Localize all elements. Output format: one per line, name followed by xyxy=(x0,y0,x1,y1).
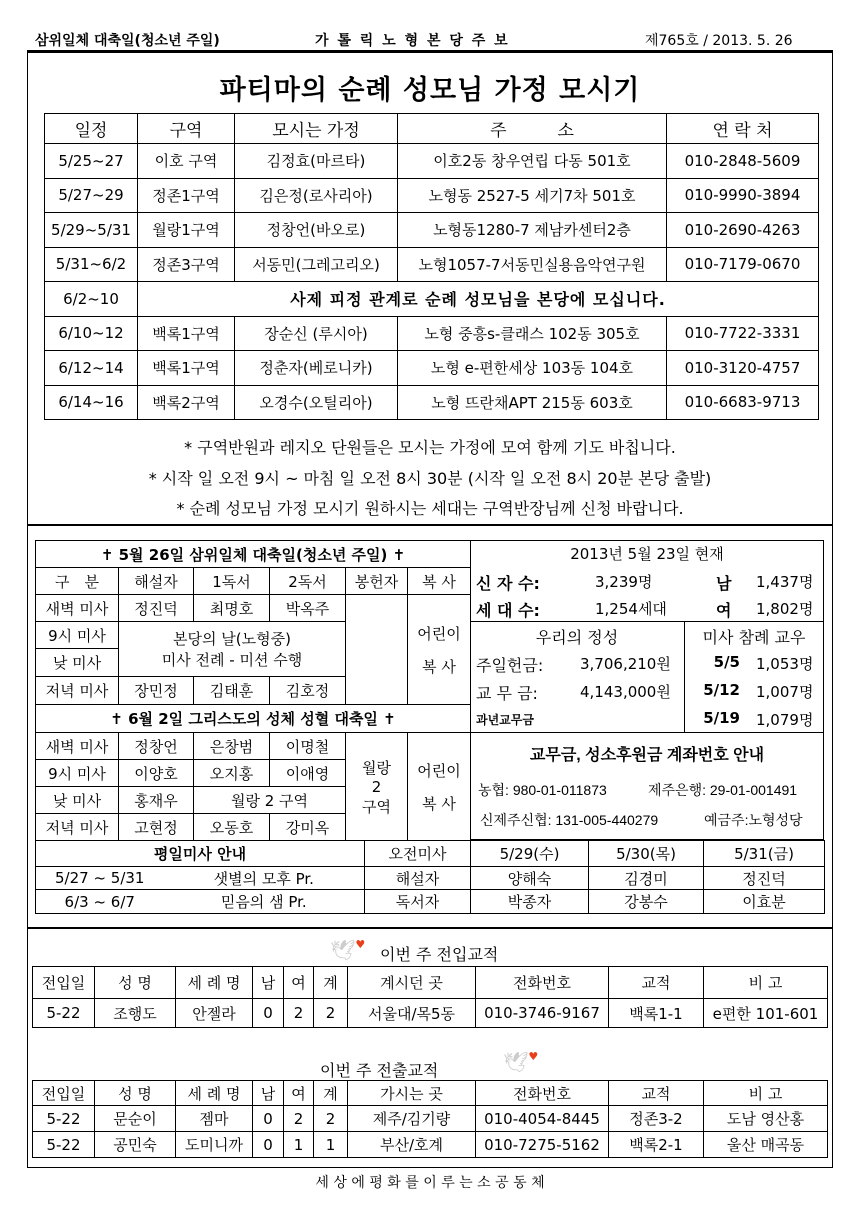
cell: 김정효(마르타) xyxy=(235,144,398,179)
attend-date: 5/12 xyxy=(703,681,740,699)
pilgrimage-title: 파티마의 순례 성모님 가정 모시기 xyxy=(219,75,641,106)
cell: 0 xyxy=(253,1106,284,1132)
offerer-cell xyxy=(346,733,408,841)
cell: 1 xyxy=(284,1132,314,1158)
cell: 이호 구역 xyxy=(138,144,235,179)
value: 3,706,210원 xyxy=(580,655,671,673)
col-header: 5/31(금) xyxy=(704,841,825,867)
cell: 6/10~12 xyxy=(45,316,138,351)
cell: 5-22 xyxy=(33,1132,95,1158)
mass-time: 저녁 미사 xyxy=(36,814,119,841)
label: 세 대 수: xyxy=(476,601,540,620)
cell: 공민숙 xyxy=(95,1132,176,1158)
cell: e편한 101-601 xyxy=(704,999,828,1028)
cell: 5/27~29 xyxy=(45,178,138,213)
note: * 순례 성모님 가정 모시기 원하시는 세대는 구역반장님께 신청 바랍니다. xyxy=(176,499,684,518)
cell: 복 사 xyxy=(422,794,456,813)
header-issue: 제765호 / 2013. 5. 26 xyxy=(645,33,793,49)
cell: 노형 e-편한세상 103동 104호 xyxy=(398,351,667,386)
cell: 제주/김기량 xyxy=(348,1106,476,1132)
mass-time: 9시 미사 xyxy=(36,622,119,649)
col-header: 전입일 xyxy=(33,1081,95,1106)
cell: 박종자 xyxy=(471,890,589,914)
cell: 이애영 xyxy=(270,760,346,787)
header-bulletin-name: 가 톨 릭 노 형 본 당 주 보 xyxy=(315,33,510,49)
cell: 홍재우 xyxy=(119,787,194,814)
mass-title-jun2: ✝ 6월 2일 그리스도의 성체 성혈 대축일 ✝ xyxy=(36,705,471,733)
value: 1,437명 xyxy=(756,573,814,591)
cell: 월랑1구역 xyxy=(138,213,235,248)
col-header: 2독서 xyxy=(270,568,346,595)
table-row xyxy=(45,282,819,317)
cell: 본당의 날(노형중) xyxy=(173,630,291,648)
attend-date: 5/5 xyxy=(713,653,740,671)
cell: 5/27 ~ 5/31 xyxy=(36,867,164,890)
cell: 010-2690-4263 xyxy=(667,213,819,248)
col-header: 오전미사 xyxy=(365,841,471,867)
cell: 정창언(바오로) xyxy=(235,213,398,248)
cell: 구역 xyxy=(362,797,391,816)
cell: 5/29~5/31 xyxy=(45,213,138,248)
table-row xyxy=(33,1106,828,1132)
col-header: 봉헌자 xyxy=(346,568,408,595)
cell: 오지홍 xyxy=(194,760,270,787)
stats-date: 2013년 5월 23일 현재 xyxy=(570,545,724,563)
transfer-in-title: 이번 주 전입교적 xyxy=(380,945,499,964)
cell: 서울대/목5동 xyxy=(348,999,476,1028)
cell: 장순신 (루시아) xyxy=(235,316,398,351)
cell: 복 사 xyxy=(422,657,456,676)
cell: 5/31~6/2 xyxy=(45,247,138,282)
offering-title: 우리의 정성 xyxy=(535,628,619,647)
cell: 이명철 xyxy=(270,733,346,760)
cell: 도미니까 xyxy=(176,1132,253,1158)
cell: 오동호 xyxy=(194,814,270,841)
cell: 6/14~16 xyxy=(45,385,138,420)
label: 여 xyxy=(716,601,732,620)
cell: 2 xyxy=(314,1106,348,1132)
note: * 구역반원과 레지오 단원들은 모시는 가정에 모여 함께 기도 바칩니다. xyxy=(184,438,676,457)
col-header: 구 분 xyxy=(36,568,119,595)
label: 신 자 수: xyxy=(476,574,540,593)
cell: 010-9990-3894 xyxy=(667,178,819,213)
cell: 백록1구역 xyxy=(138,351,235,386)
cell: 노형 뜨란채APT 215동 603호 xyxy=(398,385,667,420)
cell: 강미옥 xyxy=(270,814,346,841)
attend-count: 1,053명 xyxy=(756,655,814,673)
cell: 양해숙 xyxy=(471,867,589,890)
col-header: 교적 xyxy=(609,967,704,999)
value: 1,254세대 xyxy=(595,600,667,618)
cell: 정춘자(베로니카) xyxy=(235,351,398,386)
col-header: 주 소 xyxy=(398,114,667,144)
cell: 은창범 xyxy=(194,733,270,760)
col-header: 전입일 xyxy=(33,967,95,999)
attend-date: 5/19 xyxy=(703,709,740,727)
table-row xyxy=(45,178,819,213)
cell: 도남 영산홍 xyxy=(704,1106,828,1132)
account-holder: 예금주:노형성당 xyxy=(704,812,803,828)
col-header: 여 xyxy=(284,1081,314,1106)
cell: 정존3-2 xyxy=(609,1106,704,1132)
account-number: 농협: 980-01-011873 xyxy=(478,782,607,798)
cell: 노형1057-7서동민실용음악연구원 xyxy=(398,247,667,282)
value: 1,802명 xyxy=(756,600,814,618)
cell: 어린이 xyxy=(417,761,461,780)
cell: 사제 피정 관계로 순례 성모님을 본당에 모십니다. xyxy=(138,282,819,317)
cell: 안젤라 xyxy=(176,999,253,1028)
cell: 정진덕 xyxy=(119,595,194,622)
account-title: 교무금, 성소후원금 계좌번호 안내 xyxy=(529,747,765,764)
pilgrimage-table xyxy=(44,113,819,420)
label: 남 xyxy=(716,574,732,593)
cell: 정창언 xyxy=(119,733,194,760)
dove-icon: 🕊♥ xyxy=(503,1050,539,1074)
value: 3,239명 xyxy=(595,573,653,591)
cell: 김호정 xyxy=(270,677,346,705)
col-header: 계 xyxy=(314,967,348,999)
cell: 0 xyxy=(253,1132,284,1158)
cell: 문순이 xyxy=(95,1106,176,1132)
col-header: 가시는 곳 xyxy=(348,1081,476,1106)
header-row xyxy=(45,114,819,144)
cell: 젬마 xyxy=(176,1106,253,1132)
col-header: 구역 xyxy=(138,114,235,144)
value: 4,143,000원 xyxy=(580,683,671,701)
cell: 010-3120-4757 xyxy=(667,351,819,386)
cell: 010-6683-9713 xyxy=(667,385,819,420)
col-header: 전화번호 xyxy=(476,967,609,999)
transfer-out-title: 이번 주 전출교적 xyxy=(320,1061,439,1080)
cell: 정진덕 xyxy=(704,867,825,890)
cell: 1 xyxy=(314,1132,348,1158)
col-header: 계시던 곳 xyxy=(348,967,476,999)
cell: 노형동1280-7 제남카센터2층 xyxy=(398,213,667,248)
mass-time: 저녁 미사 xyxy=(36,677,119,705)
cell: 5-22 xyxy=(33,999,95,1028)
cell: 어린이 xyxy=(417,624,461,643)
col-header: 세 례 명 xyxy=(176,1081,253,1106)
cell: 이호2동 창우연립 다동 501호 xyxy=(398,144,667,179)
mass-title-may26: ✝ 5월 26일 삼위일체 대축일(청소년 주일) ✝ xyxy=(36,541,471,568)
cell: 010-2848-5609 xyxy=(667,144,819,179)
label: 과년교무금 xyxy=(476,713,534,727)
attend-count: 1,007명 xyxy=(756,683,814,701)
cell: 노형동 2527-5 세기7차 501호 xyxy=(398,178,667,213)
cell: 010-4054-8445 xyxy=(476,1106,609,1132)
mass-time: 9시 미사 xyxy=(36,760,119,787)
col-header: 일정 xyxy=(45,114,138,144)
col-header: 세 례 명 xyxy=(176,967,253,999)
attend-count: 1,079명 xyxy=(756,711,814,729)
cell: 김은정(로사리아) xyxy=(235,178,398,213)
cell: 010-7179-0670 xyxy=(667,247,819,282)
col-header: 해설자 xyxy=(119,568,194,595)
col-header: 여 xyxy=(284,967,314,999)
cell: 정존1구역 xyxy=(138,178,235,213)
cell: 고현정 xyxy=(119,814,194,841)
table-row xyxy=(45,351,819,386)
cell: 이양호 xyxy=(119,760,194,787)
account-number: 제주은행: 29-01-001491 xyxy=(648,782,798,798)
cell: 김태훈 xyxy=(194,677,270,705)
table-row xyxy=(45,144,819,179)
special-cell xyxy=(119,622,346,677)
note: * 시작 일 오전 9시 ~ 마침 일 오전 8시 30분 (시작 일 오전 8시 20분 본당 출발) xyxy=(148,469,712,488)
cell: 010-3746-9167 xyxy=(476,999,609,1028)
cell: 010-7722-3331 xyxy=(667,316,819,351)
cell: 백록1구역 xyxy=(138,316,235,351)
label: 주일헌금: xyxy=(476,656,544,675)
header-feast: 삼위일체 대축일(청소년 주일) xyxy=(35,33,220,49)
mass-time: 새벽 미사 xyxy=(36,595,119,622)
transfer-in-table xyxy=(32,966,828,1028)
cell: 김경미 xyxy=(589,867,704,890)
cell: 월랑 xyxy=(362,758,391,777)
col-header: 남 xyxy=(253,1081,284,1106)
col-header: 5/30(목) xyxy=(589,841,704,867)
cell: 정존3구역 xyxy=(138,247,235,282)
col-header: 전화번호 xyxy=(476,1081,609,1106)
mass-roster-table xyxy=(35,540,471,841)
cell: 0 xyxy=(253,999,284,1028)
cell: 010-7275-5162 xyxy=(476,1132,609,1158)
cell: 강봉수 xyxy=(589,890,704,914)
cell: 샛별의 모후 Pr. xyxy=(164,867,365,890)
table-row xyxy=(45,247,819,282)
mass-time: 새벽 미사 xyxy=(36,733,119,760)
cell: 월랑 2 구역 xyxy=(194,787,346,814)
cell: 5-22 xyxy=(33,1106,95,1132)
cell: 독서자 xyxy=(365,890,471,914)
col-header: 성 명 xyxy=(95,967,176,999)
divider xyxy=(470,621,824,622)
cell: 울산 매곡동 xyxy=(704,1132,828,1158)
col-header: 교적 xyxy=(609,1081,704,1106)
col-header: 복 사 xyxy=(408,568,471,595)
label: 교 무 금: xyxy=(476,684,538,703)
col-header: 1독서 xyxy=(194,568,270,595)
attendance-title: 미사 참례 교우 xyxy=(702,628,806,647)
table-row xyxy=(45,316,819,351)
dove-icon: 🕊♥ xyxy=(330,938,366,962)
cell: 오경수(오틸리아) xyxy=(235,385,398,420)
transfer-out-table xyxy=(32,1080,828,1158)
col-header: 5/29(수) xyxy=(471,841,589,867)
table-row xyxy=(45,385,819,420)
table-row xyxy=(33,999,828,1028)
col-header: 성 명 xyxy=(95,1081,176,1106)
cell: 2 xyxy=(371,777,382,796)
server-cell xyxy=(408,595,471,705)
col-header: 모시는 가정 xyxy=(235,114,398,144)
cell: 노형 중흥s-클래스 102동 305호 xyxy=(398,316,667,351)
cell: 부산/호계 xyxy=(348,1132,476,1158)
cell: 5/25~27 xyxy=(45,144,138,179)
cell: 백록2구역 xyxy=(138,385,235,420)
cell: 2 xyxy=(314,999,348,1028)
col-header: 비 고 xyxy=(704,1081,828,1106)
cell: 미사 전례 - 미션 수행 xyxy=(161,651,303,669)
mass-time: 낮 미사 xyxy=(36,787,119,814)
weekday-title: 평일미사 안내 xyxy=(36,841,365,867)
cell: 장민정 xyxy=(119,677,194,705)
account-number: 신제주신협: 131-005-440279 xyxy=(480,812,659,828)
cell: 최명호 xyxy=(194,595,270,622)
cell: 서동민(그레고리오) xyxy=(235,247,398,282)
cell: 백록2-1 xyxy=(609,1132,704,1158)
cell: 6/2~10 xyxy=(45,282,138,317)
cell: 2 xyxy=(284,999,314,1028)
table-row xyxy=(33,1132,828,1158)
cell: 2 xyxy=(284,1106,314,1132)
cell: 해설자 xyxy=(365,867,471,890)
cell: 백록1-1 xyxy=(609,999,704,1028)
cell: 6/3 ~ 6/7 xyxy=(36,890,164,914)
table-row xyxy=(45,213,819,248)
col-header: 남 xyxy=(253,967,284,999)
divider xyxy=(470,732,824,733)
offerer-cell xyxy=(346,595,408,705)
cell: 이효분 xyxy=(704,890,825,914)
cell: 믿음의 샘 Pr. xyxy=(164,890,365,914)
cell: 조행도 xyxy=(95,999,176,1028)
cell: 6/12~14 xyxy=(45,351,138,386)
col-header: 계 xyxy=(314,1081,348,1106)
col-header: 비 고 xyxy=(704,967,828,999)
col-header: 연 락 처 xyxy=(667,114,819,144)
server-cell xyxy=(408,733,471,841)
weekday-mass-table xyxy=(35,840,825,914)
mass-time: 낮 미사 xyxy=(36,649,119,677)
footer-motto: 세 상 에 평 화 를 이 루 는 소 공 동 체 xyxy=(315,1175,545,1191)
cell: 박옥주 xyxy=(270,595,346,622)
